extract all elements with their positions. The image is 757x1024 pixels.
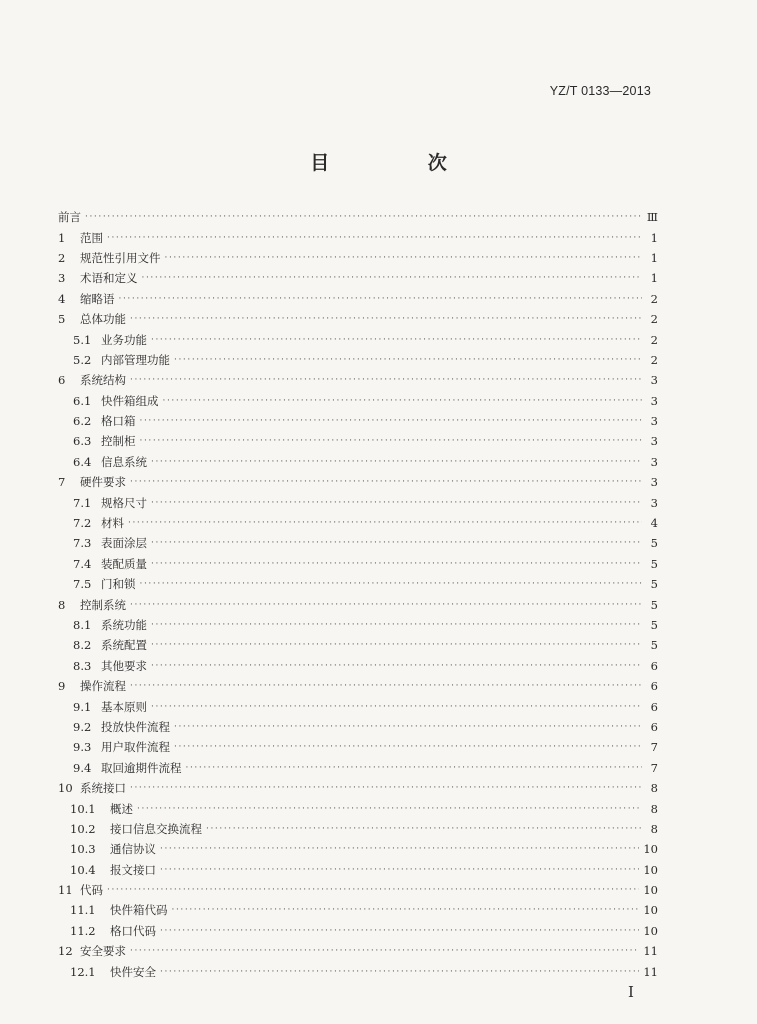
toc-entry-number: 11 xyxy=(58,883,73,898)
toc-entry-number: 6.2 xyxy=(73,414,92,429)
toc-entry[interactable] xyxy=(58,207,658,227)
toc-entry-page: 2 xyxy=(650,352,658,367)
toc-entry-number: 10 xyxy=(58,781,73,796)
toc-entry-number: 9.1 xyxy=(73,699,92,714)
toc-entry[interactable] xyxy=(58,758,658,778)
toc-entry-page: 10 xyxy=(643,923,658,938)
toc-entry-number: 10.4 xyxy=(70,862,96,877)
toc-entry-number: 12.1 xyxy=(70,964,96,979)
toc-leader-dots xyxy=(186,763,643,773)
toc-leader-dots xyxy=(174,722,642,732)
toc-entry[interactable] xyxy=(58,676,658,696)
toc-entry-title: 系统结构 xyxy=(80,373,126,388)
toc-leader-dots xyxy=(107,885,639,895)
toc-entry-page: 6 xyxy=(650,679,658,694)
toc-entry-page: 3 xyxy=(650,475,658,490)
toc-entry-title: 控制系统 xyxy=(80,597,126,612)
toc-entry-number: 5.1 xyxy=(73,332,92,347)
toc-leader-dots xyxy=(140,579,643,589)
page-title: 目 次 xyxy=(310,152,493,174)
toc-entry-number: 7.3 xyxy=(73,536,92,551)
toc-entry-page: 5 xyxy=(650,577,658,592)
toc-entry-page: 4 xyxy=(650,516,658,531)
toc-entry[interactable] xyxy=(58,615,658,635)
toc-entry-number: 4 xyxy=(58,291,66,306)
toc-entry[interactable] xyxy=(58,778,658,798)
toc-entry-title: 操作流程 xyxy=(80,679,126,694)
toc-entry-title: 缩略语 xyxy=(80,291,115,306)
toc-entry[interactable] xyxy=(58,391,658,411)
toc-entry-number: 10.1 xyxy=(70,801,96,816)
toc-entry[interactable] xyxy=(58,839,658,859)
toc-leader-dots xyxy=(119,294,643,304)
toc-leader-dots xyxy=(130,375,642,385)
toc-leader-dots xyxy=(142,273,643,283)
standard-code: YZ/T 0133—2013 xyxy=(549,84,651,98)
toc-entry-number: 5 xyxy=(58,312,66,327)
toc-entry-number: 7.4 xyxy=(73,556,92,571)
toc-entry[interactable] xyxy=(58,798,658,818)
toc-entry-title: 总体功能 xyxy=(80,312,126,327)
toc-entry-page: 7 xyxy=(650,740,658,755)
toc-entry-page: 10 xyxy=(643,842,658,857)
toc-entry-title: 门和锁 xyxy=(101,577,136,592)
toc-leader-dots xyxy=(140,436,643,446)
table-of-contents xyxy=(58,207,658,982)
toc-leader-dots xyxy=(130,946,639,956)
toc-entry[interactable] xyxy=(58,574,658,594)
toc-entry-page: 8 xyxy=(650,821,658,836)
toc-leader-dots xyxy=(130,681,642,691)
toc-leader-dots xyxy=(151,620,642,630)
toc-entry-number: 6.3 xyxy=(73,434,92,449)
toc-entry-title: 代码 xyxy=(80,883,103,898)
toc-entry[interactable] xyxy=(58,309,658,329)
toc-entry-number: 7.2 xyxy=(73,516,92,531)
toc-entry-number: 12 xyxy=(58,944,73,959)
toc-entry[interactable] xyxy=(58,370,658,390)
toc-entry[interactable] xyxy=(58,656,658,676)
toc-entry-number: 8.2 xyxy=(73,638,92,653)
toc-entry-page: 2 xyxy=(650,312,658,327)
toc-entry-number: 2 xyxy=(58,250,66,265)
toc-entry-number: 9.2 xyxy=(73,719,92,734)
toc-entry-page: 10 xyxy=(643,903,658,918)
toc-entry-page: 6 xyxy=(650,719,658,734)
toc-leader-dots xyxy=(151,661,642,671)
toc-entry-title: 投放快件流程 xyxy=(101,719,170,734)
toc-entry-title: 信息系统 xyxy=(101,454,147,469)
toc-leader-dots xyxy=(107,233,642,243)
toc-leader-dots xyxy=(151,498,642,508)
toc-entry-page: 5 xyxy=(650,536,658,551)
toc-entry-title: 报文接口 xyxy=(110,862,156,877)
toc-entry-title: 装配质量 xyxy=(101,556,147,571)
toc-entry-title: 快件箱代码 xyxy=(110,903,168,918)
toc-entry[interactable] xyxy=(58,289,658,309)
toc-leader-dots xyxy=(165,253,643,263)
toc-entry-page: 6 xyxy=(650,699,658,714)
toc-entry[interactable] xyxy=(58,492,658,512)
toc-entry-title: 材料 xyxy=(101,516,124,531)
toc-entry[interactable] xyxy=(58,533,658,553)
toc-leader-dots xyxy=(130,783,642,793)
toc-entry-page: 2 xyxy=(650,332,658,347)
toc-entry-number: 10.2 xyxy=(70,821,96,836)
toc-leader-dots xyxy=(137,804,642,814)
toc-entry[interactable] xyxy=(58,227,658,247)
toc-leader-dots xyxy=(160,926,639,936)
toc-entry-number: 9.3 xyxy=(73,740,92,755)
toc-entry-title: 概述 xyxy=(110,801,133,816)
toc-leader-dots xyxy=(151,335,642,345)
toc-leader-dots xyxy=(130,314,642,324)
toc-entry-page: 10 xyxy=(643,862,658,877)
toc-entry-number: 8.1 xyxy=(73,618,92,632)
toc-entry-title: 通信协议 xyxy=(110,842,156,857)
toc-entry-title: 其他要求 xyxy=(101,658,147,673)
toc-leader-dots xyxy=(160,967,639,977)
toc-entry-title: 安全要求 xyxy=(80,944,126,959)
toc-entry-page: 3 xyxy=(650,495,658,510)
toc-entry-title: 用户取件流程 xyxy=(101,740,170,755)
toc-entry-page: 7 xyxy=(650,760,658,775)
toc-entry-number: 3 xyxy=(58,271,66,286)
toc-entry-title: 内部管理功能 xyxy=(101,352,170,367)
toc-entry-title: 系统配置 xyxy=(101,638,147,653)
toc-leader-dots xyxy=(163,396,643,406)
toc-entry[interactable] xyxy=(58,248,658,268)
toc-entry[interactable] xyxy=(58,452,658,472)
toc-entry-page: 3 xyxy=(650,454,658,469)
toc-entry-title: 规格尺寸 xyxy=(101,495,147,510)
toc-leader-dots xyxy=(151,538,642,548)
toc-entry[interactable] xyxy=(58,472,658,492)
toc-entry-title: 控制柜 xyxy=(101,434,136,449)
toc-entry-number: 7.5 xyxy=(73,577,92,592)
toc-entry-number: 11.1 xyxy=(70,903,96,918)
toc-entry-number: 9 xyxy=(58,679,66,694)
toc-entry-number: 6.1 xyxy=(73,393,92,408)
toc-leader-dots xyxy=(172,905,640,915)
toc-entry-number: 1 xyxy=(58,230,66,245)
toc-leader-dots xyxy=(151,559,642,569)
toc-leader-dots xyxy=(128,518,642,528)
toc-entry-title: 取回逾期件流程 xyxy=(101,760,182,775)
toc-entry[interactable] xyxy=(58,554,658,574)
toc-entry[interactable] xyxy=(58,921,658,941)
toc-entry-page: 3 xyxy=(650,414,658,429)
toc-entry[interactable] xyxy=(58,350,658,370)
toc-entry-title: 格口代码 xyxy=(110,923,156,938)
toc-entry-page: 5 xyxy=(650,556,658,571)
toc-entry-number: 6.4 xyxy=(73,454,92,469)
toc-entry-title: 硬件要求 xyxy=(80,475,126,490)
toc-entry-title: 格口箱 xyxy=(101,414,136,429)
toc-leader-dots xyxy=(160,844,639,854)
toc-entry-title: 规范性引用文件 xyxy=(80,250,161,265)
toc-entry-title: 表面涂层 xyxy=(101,536,147,551)
toc-leader-dots xyxy=(85,212,642,222)
toc-entry-page: 3 xyxy=(650,393,658,408)
toc-leader-dots xyxy=(174,742,642,752)
toc-entry[interactable] xyxy=(58,696,658,716)
toc-leader-dots xyxy=(151,640,642,650)
toc-entry[interactable] xyxy=(58,860,658,880)
toc-entry[interactable] xyxy=(58,513,658,533)
toc-entry-page: 11 xyxy=(643,944,658,959)
toc-entry-page: 8 xyxy=(650,801,658,816)
toc-entry-title: 术语和定义 xyxy=(80,271,138,286)
toc-entry-title: 系统接口 xyxy=(80,781,126,796)
toc-entry-number: 5.2 xyxy=(73,352,92,367)
toc-entry[interactable] xyxy=(58,329,658,349)
toc-entry[interactable] xyxy=(58,411,658,431)
toc-entry-number: 7 xyxy=(58,475,66,490)
toc-entry-title: 系统功能 xyxy=(101,618,147,632)
toc-entry[interactable] xyxy=(58,900,658,920)
toc-entry-title: 前言 xyxy=(58,210,81,225)
toc-entry[interactable] xyxy=(58,635,658,655)
toc-entry[interactable] xyxy=(58,819,658,839)
toc-entry-page: 8 xyxy=(650,781,658,796)
toc-entry-page: 6 xyxy=(650,658,658,673)
toc-entry-page: 1 xyxy=(650,250,658,265)
toc-entry-number: 10.3 xyxy=(70,842,96,857)
toc-leader-dots xyxy=(130,477,642,487)
toc-entry[interactable] xyxy=(58,268,658,288)
toc-entry-page: 1 xyxy=(650,230,658,245)
toc-entry-page: 3 xyxy=(650,434,658,449)
toc-entry[interactable] xyxy=(58,961,658,981)
toc-entry-title: 接口信息交换流程 xyxy=(110,821,202,836)
toc-entry-page: 1 xyxy=(650,271,658,286)
toc-entry-page: 11 xyxy=(643,964,658,979)
toc-entry-title: 快件安全 xyxy=(110,964,156,979)
toc-leader-dots xyxy=(206,824,642,834)
toc-leader-dots xyxy=(130,600,642,610)
toc-entry-page: 5 xyxy=(650,638,658,653)
toc-entry-title: 范围 xyxy=(80,230,103,245)
page-number: I xyxy=(628,983,634,1001)
toc-entry-page: 10 xyxy=(643,883,658,898)
toc-leader-dots xyxy=(151,702,642,712)
toc-entry-number: 9.4 xyxy=(73,760,92,775)
toc-entry[interactable] xyxy=(58,941,658,961)
toc-entry-page: Ⅲ xyxy=(646,210,658,225)
toc-leader-dots xyxy=(151,457,642,467)
toc-leader-dots xyxy=(140,416,643,426)
toc-leader-dots xyxy=(174,355,642,365)
toc-entry-title: 基本原则 xyxy=(101,699,147,714)
toc-entry[interactable] xyxy=(58,717,658,737)
toc-entry[interactable] xyxy=(58,594,658,614)
toc-entry-number: 11.2 xyxy=(70,923,96,938)
toc-entry-page: 2 xyxy=(650,291,658,306)
toc-entry[interactable] xyxy=(58,880,658,900)
toc-entry-number: 6 xyxy=(58,373,66,388)
toc-entry-number: 8 xyxy=(58,597,66,612)
toc-entry-page: 5 xyxy=(650,618,658,632)
toc-entry-page: 5 xyxy=(650,597,658,612)
toc-entry-page: 3 xyxy=(650,373,658,388)
toc-entry-title: 业务功能 xyxy=(101,332,147,347)
toc-leader-dots xyxy=(160,865,639,875)
toc-entry-title: 快件箱组成 xyxy=(101,393,159,408)
toc-entry-number: 8.3 xyxy=(73,658,92,673)
toc-entry[interactable] xyxy=(58,431,658,451)
toc-entry[interactable] xyxy=(58,737,658,757)
toc-entry-number: 7.1 xyxy=(73,495,92,510)
